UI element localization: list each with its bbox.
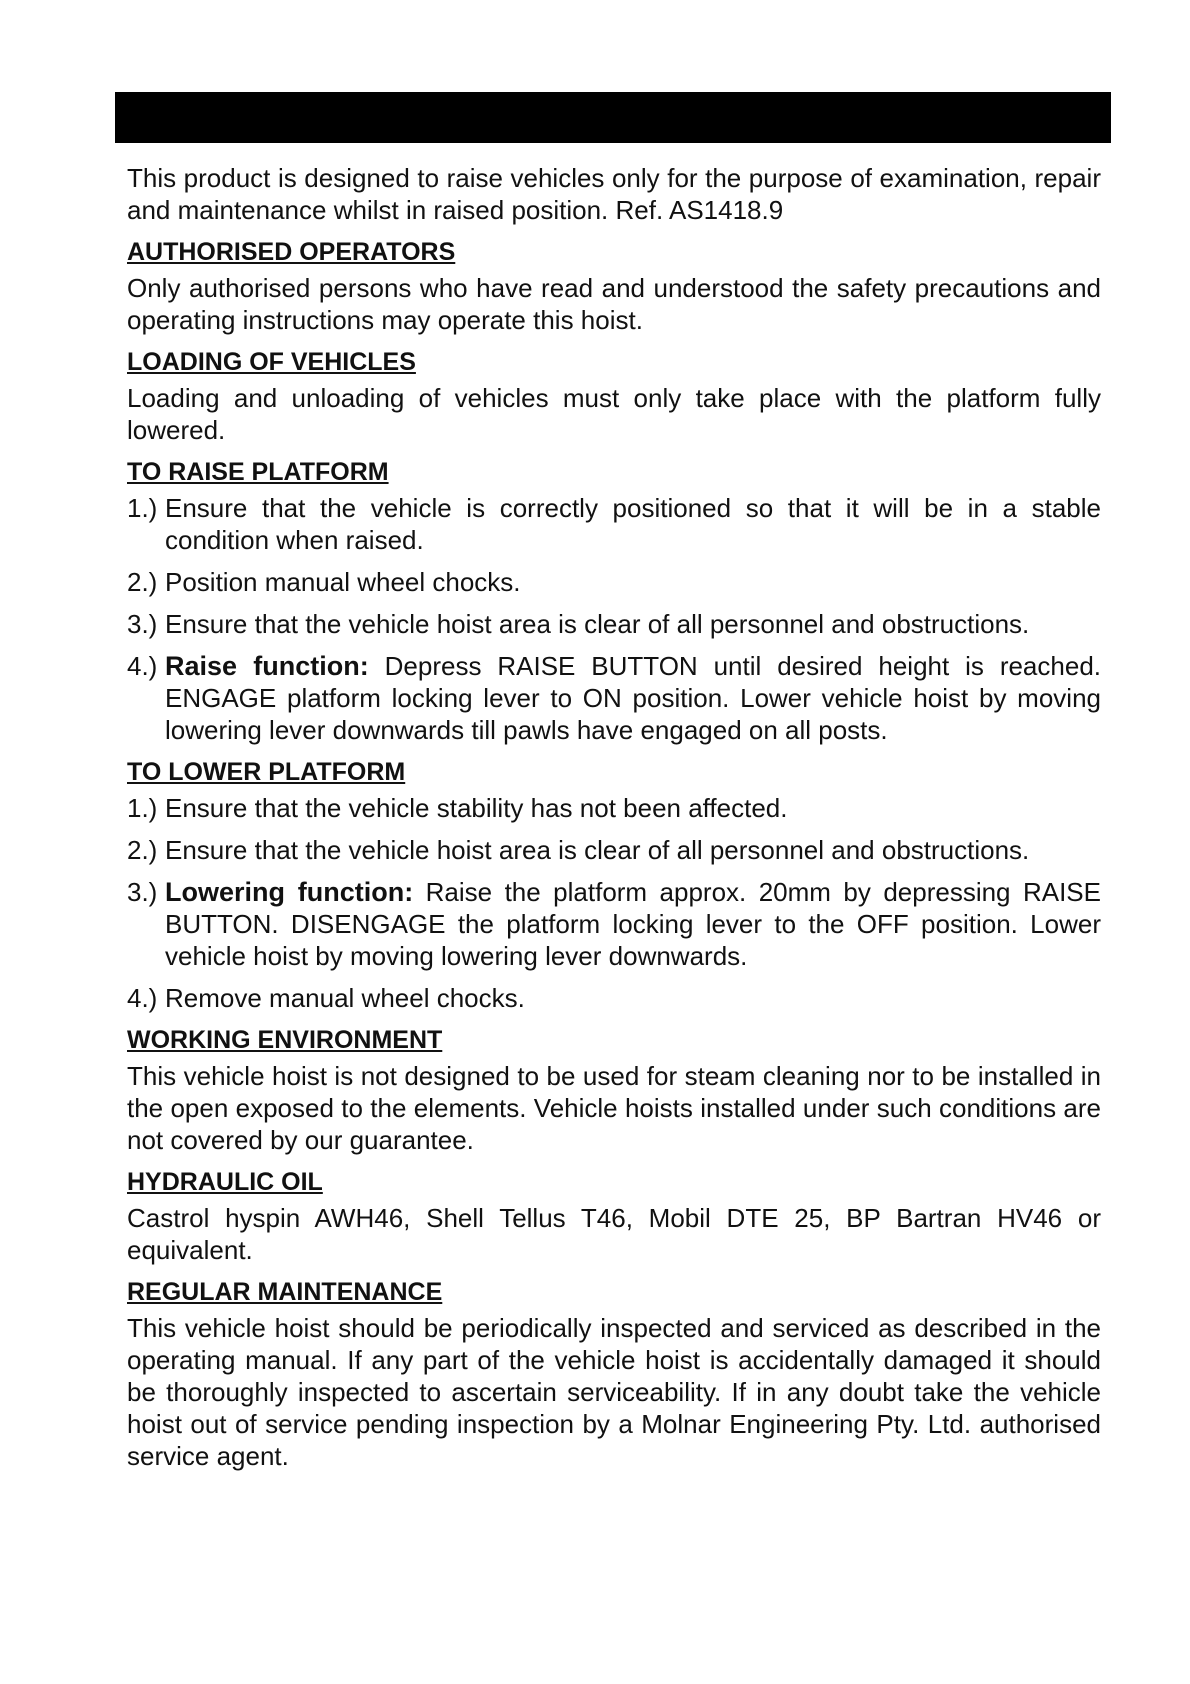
lower-steps-list [127,792,1101,1014]
raise-steps-list [127,492,1101,746]
step-number: 4.) [127,651,158,681]
raise-function-label: Raise function: [165,651,369,681]
step-text: Ensure that the vehicle hoist area is clear of all personnel and obstructions. [165,835,1030,865]
list-item [127,834,1101,866]
step-number: 4.) [127,983,158,1013]
heading-to-lower-platform: TO LOWER PLATFORM [127,758,406,786]
heading-loading-of-vehicles: LOADING OF VEHICLES [127,348,416,376]
header-bar [115,92,1111,143]
step-text: Ensure that the vehicle is correctly positioned so that it will be in a stable condition when raised. [165,493,1101,555]
step-text: Ensure that the vehicle stability has not been affected. [165,793,788,823]
hydraulic-oil-text: Castrol hyspin AWH46, Shell Tellus T46, Mobil DTE 25, BP Bartran HV46 or equivalent. [127,1203,1101,1265]
heading-hydraulic-oil: HYDRAULIC OIL [127,1168,323,1196]
step-number: 3.) [127,877,158,907]
list-item [127,608,1101,640]
heading-working-environment: WORKING ENVIRONMENT [127,1026,443,1054]
list-item [127,876,1101,972]
step-text: Ensure that the vehicle hoist area is clear of all personnel and obstructions. [165,609,1030,639]
lowering-function-label: Lowering function: [165,877,414,907]
step-number: 1.) [127,793,158,823]
step-text-container [165,650,1101,746]
heading-to-raise-platform: TO RAISE PLATFORM [127,458,389,486]
list-item [127,566,1101,598]
heading-authorised-operators: AUTHORISED OPERATORS [127,238,456,266]
list-item [127,792,1101,824]
step-number: 3.) [127,609,158,639]
authorised-operators-text: Only authorised persons who have read and understood the safety precautions and operating instructions may operate this hoist. [127,273,1101,335]
step-number: 1.) [127,493,158,523]
step-number: 2.) [127,835,158,865]
document-body [127,162,1101,1482]
loading-of-vehicles-text: Loading and unloading of vehicles must only take place with the platform fully lowered. [127,383,1101,445]
list-item [127,492,1101,556]
list-item [127,982,1101,1014]
regular-maintenance-text: This vehicle hoist should be periodically inspected and serviced as described in the operating manual. If any part of the vehicle hoist is accidentally damaged it should be thoroughly inspected to ascertain serviceability. If in any doubt take the vehicle hoist out of service pending inspection by a Molnar Engineering Pty. Ltd. authorised service agent. [127,1313,1101,1471]
heading-regular-maintenance: REGULAR MAINTENANCE [127,1278,443,1306]
list-item [127,650,1101,746]
step-text-container [165,876,1101,972]
step-text: Depress RAISE BUTTON until desired height is reached. ENGAGE platform locking lever to ON position. Lower vehicle hoist by moving lowering lever downwards till pawls have engaged on all posts. [165,651,1101,745]
step-number: 2.) [127,567,158,597]
step-text: Position manual wheel chocks. [165,567,521,597]
working-environment-text: This vehicle hoist is not designed to be used for steam cleaning nor to be installed in the open exposed to the elements. Vehicle hoists installed under such conditions are not covered by our guarantee. [127,1061,1101,1155]
intro-paragraph: This product is designed to raise vehicles only for the purpose of examination, repair and maintenance whilst in raised position. Ref. AS1418.9 [127,163,1101,225]
step-text: Remove manual wheel chocks. [165,983,525,1013]
step-text: Raise the platform approx. 20mm by depressing RAISE BUTTON. DISENGAGE the platform locking lever to the OFF position. Lower vehicle hoist by moving lowering lever downwards. [165,877,1101,971]
